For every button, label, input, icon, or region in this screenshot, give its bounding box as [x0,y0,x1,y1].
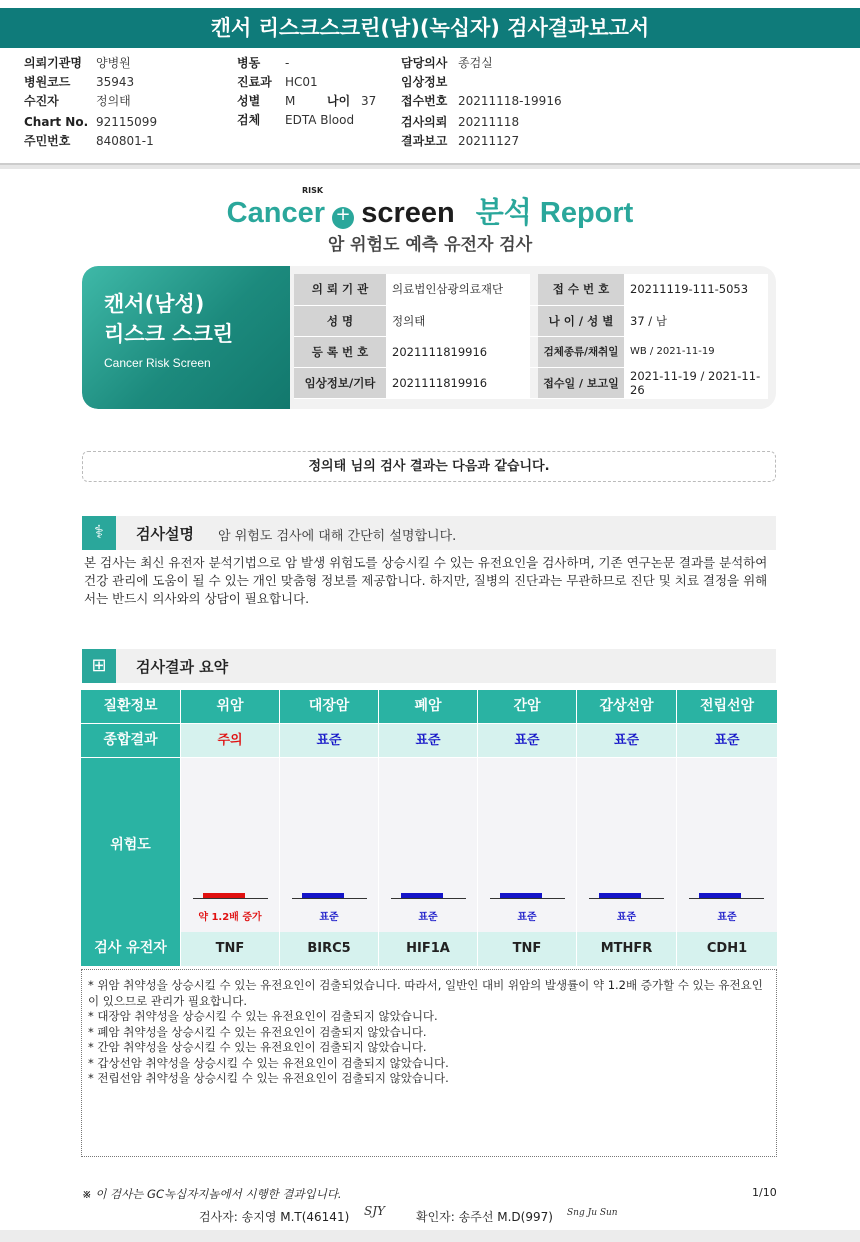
section-description [82,516,776,550]
gene-cell: CDH1 [677,932,777,966]
note-line: * 전립선암 취약성을 상승시킬 수 있는 유전요인이 검출되지 않았습니다. [88,1071,449,1085]
meta-row: 병원코드 35943 [24,75,135,89]
disease-cell: 갑상선암 [577,690,677,723]
meta-row: 주민번호 840801-1 [24,134,154,148]
patient-meta [0,54,860,164]
meta-row: 담당의사 종검실 [401,56,493,70]
brand-analysis: 분석 Report [475,197,634,229]
report-title: 캔서 리스크스크린(남)(녹십자) 검사결과보고서 [0,8,860,48]
card-title-2: 리스크 스크린 [104,322,234,346]
disease-cell: 간암 [478,690,577,723]
brand-screen: screen [361,197,455,229]
card-title-panel [82,266,290,409]
result-banner: 정의태 님의 검사 결과는 다음과 같습니다. [82,451,776,482]
brand-risk: RISK [302,186,324,195]
note-line: * 갑상선암 취약성을 상승시킬 수 있는 유전요인이 검출되지 않았습니다. [88,1055,449,1070]
confirmer-signature: Sng Ju Sun [567,1208,618,1218]
section-summary [82,649,776,683]
bottom-rail [0,1230,860,1242]
risk-cross-logo-icon [332,207,354,229]
result-notes [81,969,777,1157]
risk-baseline [292,898,367,899]
brand-heading [0,186,860,229]
medical-folder-icon: ⊞ [82,649,116,683]
risk-row [81,758,777,932]
section-title: 검사설명 [136,525,194,543]
info-row: 성 명 정의태 나 이 / 성 별 37 / 남 [294,305,768,336]
summary-cell: 표준 [478,724,577,757]
test-description: 본 검사는 최신 유전자 분석기법으로 암 발생 위험도를 상승시킬 수 있는 유전요인을 검사하며, 기존 연구논문 결과를 분석하여 건강 관리에 도움이 될 수 있는 개인 맞춤형 정보를 제공합니다. 하지만, 질병의 진단과는 무관하므로 진단 및 치료 결정을 위해서는 반드시 의사와의 상담이 필요합니다. [84,555,768,606]
info-row: 의 뢰 기 관 의료법인삼광의료재단 접 수 번 호 20211119-111-5053 [294,274,768,305]
risk-baseline [589,898,664,899]
risk-bar [699,893,741,898]
summary-cell: 주의 [181,724,280,757]
card-title-3: Cancer Risk Screen [104,356,211,370]
note-line: * 간암 취약성을 상승시킬 수 있는 유전요인이 검출되지 않았습니다. [88,1040,427,1054]
risk-bar [500,893,542,898]
risk-cell [677,758,777,932]
gene-cell: MTHFR [577,932,677,966]
disease-cell: 폐암 [379,690,478,723]
note-line: * 대장암 취약성을 상승시킬 수 있는 유전요인이 검출되지 않았습니다. [88,1009,438,1023]
risk-level-label: 표준 [418,912,438,923]
risk-bar [599,893,641,898]
disease-cell: 전립선암 [677,690,777,723]
risk-level-label: 표준 [717,912,737,923]
meta-row-age: 나이 37 [327,94,377,108]
section-subtitle: 암 위험도 검사에 대해 간단히 설명합니다. [218,529,457,544]
gene-cell: TNF [181,932,280,966]
meta-row: 검체 EDTA Blood [237,113,355,127]
section-title: 검사결과 요약 [136,658,229,676]
header-row [81,690,777,723]
risk-baseline [689,898,764,899]
risk-level-label: 표준 [616,912,637,923]
summary-cell: 표준 [379,724,478,757]
risk-bar [203,893,245,898]
risk-baseline [391,898,466,899]
divider [0,165,860,169]
brand-subtitle: 암 위험도 예측 유전자 검사 [327,235,533,255]
footer-note: ※ 이 검사는 GC녹십자지놈에서 시행한 결과입니다. [82,1187,342,1201]
row-label: 질환정보 [81,690,181,723]
risk-cell [181,758,280,932]
meta-row: 진료과 HC01 [237,75,318,89]
tester-signature: SJY [364,1204,385,1218]
stethoscope-icon: ⚕ [82,516,116,550]
card-info-table [294,274,768,399]
risk-cell [478,758,577,932]
risk-level-label: 약 1.2배 증가 [198,912,262,923]
row-label: 종합결과 [81,724,181,757]
tester: 검사자: 송지영 M.T(46141) [199,1210,350,1224]
risk-level-label: 표준 [517,912,537,923]
risk-level-label: 표준 [319,912,339,923]
disease-cell: 대장암 [280,690,379,723]
row-label: 위험도 [81,758,181,932]
risk-bar [401,893,443,898]
meta-row: 성별 M [237,94,296,108]
meta-row: 검사의뢰 20211118 [401,115,520,129]
gene-row [81,932,777,966]
page-number: 1/10 [752,1186,777,1199]
summary-cell: 표준 [577,724,677,757]
meta-row: Chart No. 92115099 [24,115,158,129]
note-line: * 폐암 취약성을 상승시킬 수 있는 유전요인이 검출되지 않았습니다. [88,1024,427,1039]
brand-cancer: Cancer [226,197,325,229]
info-row: 임상정보/기타 2021111819916 접수일 / 보고일 2021-11-19 / 2021-11-26 [294,367,768,398]
meta-row: 병동 - [237,56,290,70]
patient-card [82,266,776,409]
meta-row: 임상정보 [401,75,448,89]
risk-baseline [193,898,268,899]
confirmer: 확인자: 송주선 M.D(997) [416,1210,553,1224]
meta-row: 접수번호 20211118-19916 [401,94,562,108]
card-title-1: 캔서(남성) [104,292,205,316]
summary-cell: 표준 [280,724,379,757]
meta-row: 수진자 정의태 [24,94,131,108]
note-line: * 위암 취약성을 상승시킬 수 있는 유전요인이 검출되었습니다. 따라서, 일반인 대비 위암의 발생률이 약 1.2배 증가할 수 있는 유전요인이 있으므로 관리가 필요합니다. [88,978,763,1008]
meta-row: 결과보고 20211127 [401,134,520,148]
gene-cell: BIRC5 [280,932,379,966]
meta-row: 의뢰기관명 양병원 [24,56,131,70]
risk-bar [302,893,344,898]
info-row: 등 록 번 호 2021111819916 검체종류/채취일 WB / 2021-11-19 [294,336,768,367]
summary-cell: 표준 [677,724,777,757]
summary-row [81,724,777,757]
risk-baseline [490,898,565,899]
row-label: 검사 유전자 [81,932,181,966]
disease-cell: 위암 [181,690,280,723]
risk-cell [280,758,379,932]
gene-cell: HIF1A [379,932,478,966]
gene-cell: TNF [478,932,577,966]
risk-cell [379,758,478,932]
risk-cell [577,758,677,932]
